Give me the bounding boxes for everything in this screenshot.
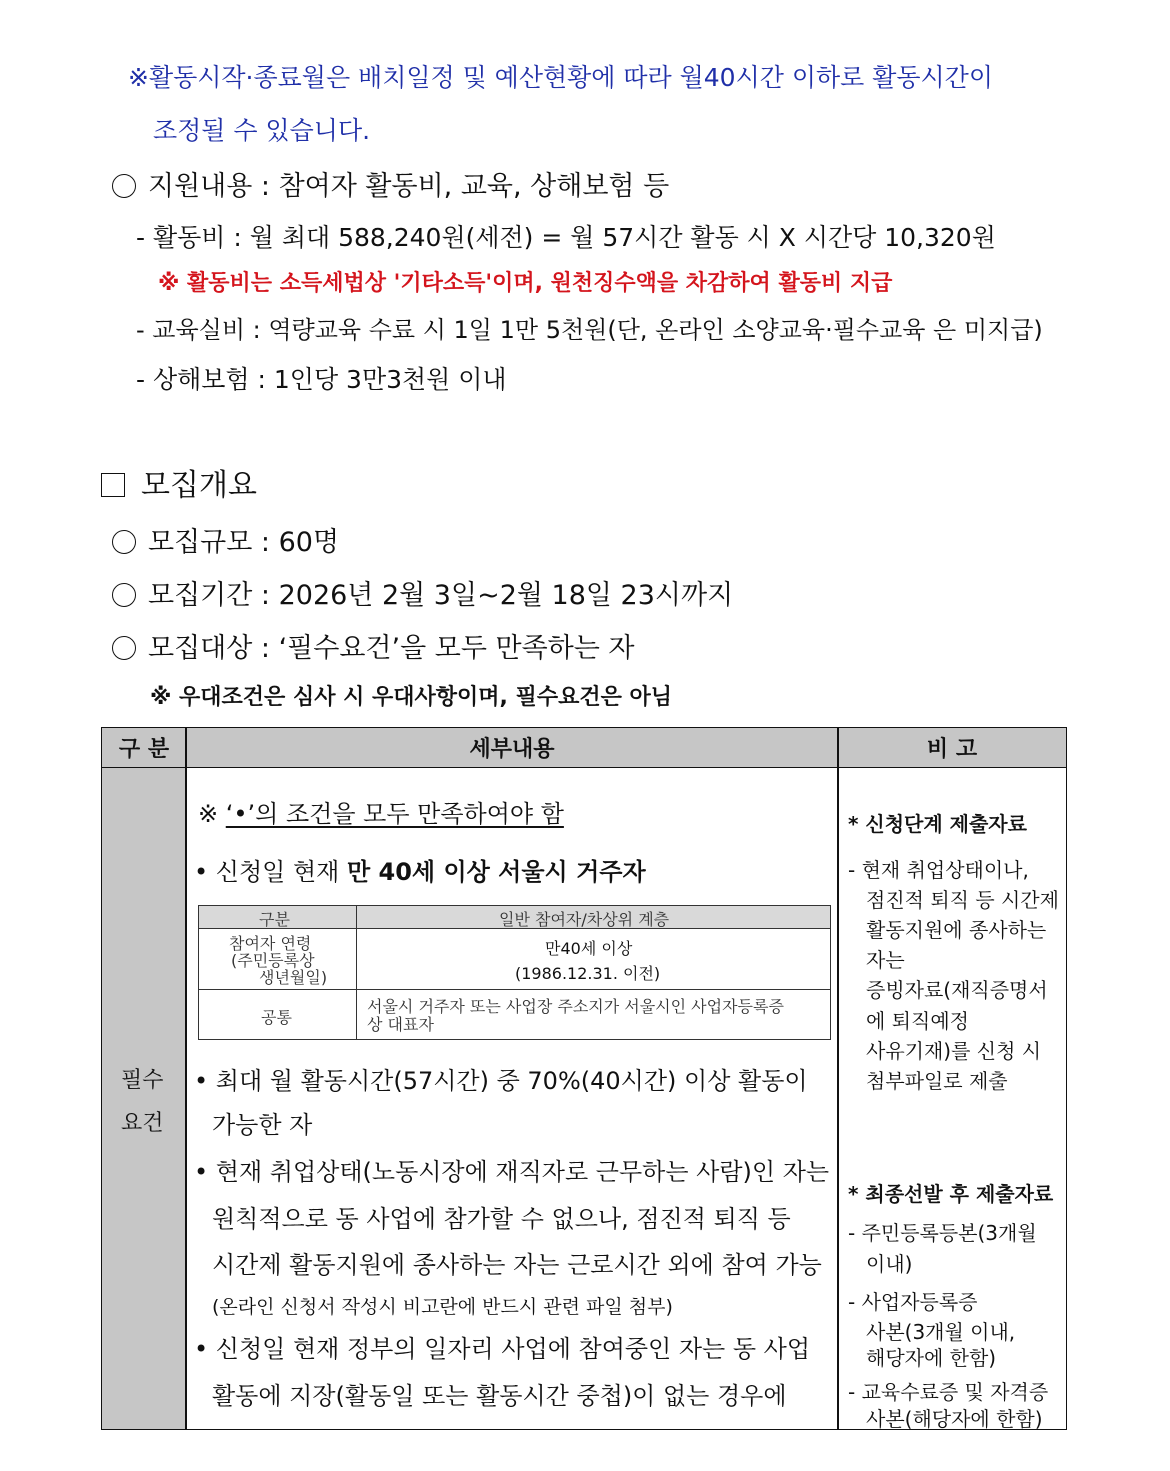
recruit-heading: [101, 460, 257, 504]
apply-doc-line: 자는: [866, 948, 905, 972]
bullet-gov-job-line1: • 신청일 현재 정부의 일자리 사업에 참여중인 자는 동 사업: [194, 1335, 811, 1363]
circle-bullet-icon: [112, 583, 136, 607]
final-doc-line: 사본(해당자에 한함): [866, 1407, 1043, 1431]
recruit-scale-text: 모집규모 : 60명: [148, 527, 340, 558]
bullet-age: [194, 852, 646, 887]
activity-fee: - 활동비 : 월 최대 588,240원(세전) = 월 57시간 활동 시 X 시간당 10,320원: [136, 223, 996, 252]
final-doc-line: 해당자에 한함): [866, 1346, 997, 1370]
category-label-1: 필수: [121, 1068, 164, 1093]
apply-doc-line: 에 퇴직예정: [866, 1009, 969, 1033]
header-category: 구 분: [102, 728, 186, 768]
recruit-scale: [112, 520, 339, 559]
column-divider: [837, 728, 839, 1429]
bullet-age-bold: 만 40세 이상 서울시 거주자: [346, 858, 646, 886]
apply-doc-line: 활동지원에 종사하는: [866, 918, 1047, 942]
schedule-note-line1: ※활동시작·종료월은 배치일정 및 예산현황에 따라 월40시간 이하로 활동시간이: [128, 63, 993, 92]
bullet-hours-line2: 가능한 자: [212, 1111, 313, 1139]
final-doc-line: - 교육수료증 및 자격증: [848, 1380, 1049, 1404]
inner-header-category: 구분: [259, 910, 290, 929]
final-doc-line: 사본(3개월 이내,: [866, 1320, 1016, 1344]
inner-header-general: 일반 참여자/차상위 계층: [499, 910, 670, 929]
circle-bullet-icon: [112, 636, 136, 660]
inner-age-label-3: 생년월일): [259, 968, 328, 987]
age-requirement-table: [198, 905, 831, 1040]
inner-age-label-2: (주민등록상: [231, 951, 315, 970]
final-doc-line: - 사업자등록증: [848, 1290, 978, 1314]
condition-note-text: ‘•’의 조건을 모두 만족하여야 함: [225, 800, 564, 828]
inner-common-value-2: 상 대표자: [367, 1015, 434, 1034]
category-label-2: 요건: [121, 1111, 164, 1136]
education-fee: - 교육실비 : 역량교육 수료 시 1일 1만 5천원(단, 온라인 소양교육·필수교육 은 미지급): [136, 316, 1043, 344]
recruit-target: [112, 626, 635, 665]
bullet-employed-line2: 원칙적으로 동 사업에 참가할 수 없으나, 점진적 퇴직 등: [212, 1205, 791, 1233]
inner-age-label-1: 참여자 연령: [229, 934, 312, 953]
category-cell: [102, 768, 186, 1429]
inner-common-label: 공통: [261, 1008, 292, 1027]
bullet-gov-job-line2: 활동에 지장(활동일 또는 활동시간 중첩)이 없는 경우에: [212, 1382, 787, 1410]
apply-doc-line: 증빙자료(재직증명서: [866, 978, 1048, 1002]
circle-bullet-icon: [112, 174, 136, 198]
requirements-table: [101, 727, 1067, 1430]
recruit-target-text: 모집대상 : ‘필수요건’을 모두 만족하는 자: [148, 633, 635, 664]
apply-doc-line: 사유기재)를 신청 시: [866, 1039, 1042, 1063]
bullet-age-prefix: • 신청일 현재: [194, 858, 347, 886]
apply-doc-line: - 현재 취업상태이나,: [848, 858, 1029, 882]
inner-divider: [356, 906, 357, 1039]
final-doc-line: 이내): [866, 1252, 913, 1276]
apply-docs-title: * 신청단계 제출자료: [848, 812, 1027, 836]
bullet-employed-line3: 시간제 활동지원에 종사하는 자는 근로시간 외에 참여 가능: [212, 1251, 822, 1279]
recruit-period-text: 모집기간 : 2026년 2월 3일~2월 18일 23시까지: [148, 580, 734, 611]
inner-common-value-1: 서울시 거주자 또는 사업장 주소지가 서울시인 사업자등록증: [367, 997, 784, 1016]
tax-note: ※ 활동비는 소득세법상 '기타소득'이며, 원천징수액을 차감하여 활동비 지급: [158, 271, 893, 296]
note-mark: ※: [198, 800, 226, 828]
bullet-employed-line4: (온라인 신청서 작성시 비고란에 반드시 관련 파일 첨부): [212, 1296, 673, 1318]
final-docs-title: * 최종선발 후 제출자료: [848, 1182, 1054, 1206]
final-doc-line: - 주민등록등본(3개월: [848, 1221, 1037, 1245]
schedule-note-line2: 조정될 수 있습니다.: [153, 116, 371, 145]
column-divider: [185, 728, 187, 1429]
apply-doc-line: 점진적 퇴직 등 시간제: [866, 888, 1059, 912]
insurance: - 상해보험 : 1인당 3만3천원 이내: [136, 365, 507, 394]
recruit-period: [112, 573, 733, 612]
inner-age-value-2: (1986.12.31. 이전): [515, 964, 661, 983]
bullet-hours-line1: • 최대 월 활동시간(57시간) 중 70%(40시간) 이상 활동이: [194, 1067, 808, 1095]
inner-divider: [199, 989, 830, 990]
condition-note: [198, 794, 564, 829]
bullet-employed-line1: • 현재 취업상태(노동시장에 재직자로 근무하는 사람)인 자는: [194, 1158, 830, 1186]
support-item: [112, 164, 669, 203]
apply-doc-line: 첨부파일로 제출: [866, 1069, 1008, 1093]
header-remark: 비 고: [838, 728, 1066, 768]
circle-bullet-icon: [112, 530, 136, 554]
inner-age-value-1: 만40세 이상: [545, 939, 633, 958]
square-bullet-icon: [101, 473, 125, 497]
preference-note: ※ 우대조건은 심사 시 우대사항이며, 필수요건은 아님: [150, 685, 672, 710]
header-detail: 세부내용: [186, 728, 838, 768]
recruit-heading-text: 모집개요: [141, 468, 257, 503]
support-label: 지원내용 : 참여자 활동비, 교육, 상해보험 등: [148, 171, 670, 202]
